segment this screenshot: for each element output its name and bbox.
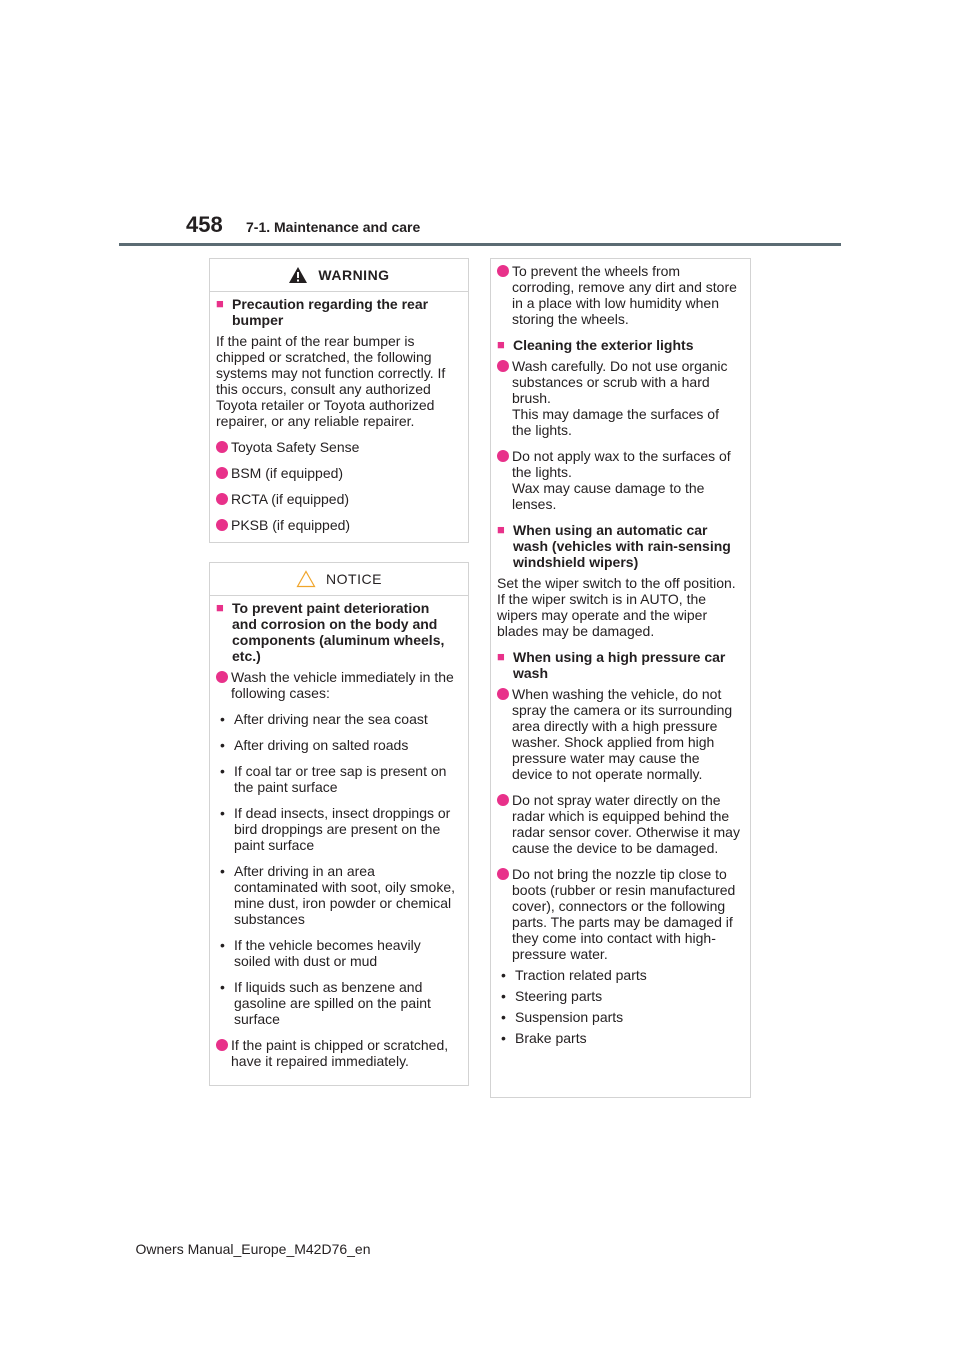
part-item: • Brake parts [501,1030,587,1046]
bullet-dot-icon [497,688,509,700]
high-pressure-bullet: When washing the vehicle, do not spray the camera or its surrounding area directly with a high pressure washer. Shock applied from high pressure water may cause the device to not operate normally. [497,686,740,782]
notice-box [209,562,469,1086]
square-marker-icon: ■ [497,649,505,664]
auto-wash-heading: ■ When using an automatic car wash (vehicles with rain-sensing windshield wipers) [497,522,731,570]
bullet-dot-icon [216,519,228,531]
bullet-dot-icon [216,493,228,505]
part-item: • Suspension parts [501,1009,624,1025]
high-pressure-heading: ■ When using a high pressure car wash [497,649,726,681]
square-marker-icon: ■ [497,337,505,352]
bullet-dot-icon [497,868,509,880]
notice-case: • If dead insects, insect droppings or bird droppings are present on the paint surface [220,805,451,853]
notice-case: • If coal tar or tree sap is present on the paint surface [220,763,447,795]
notice-icon [296,570,316,588]
bullet-dot-icon [216,671,228,683]
warning-box [209,258,469,543]
high-pressure-bullet: Do not bring the nozzle tip close to boots (rubber or resin manufactured cover), connectors or the following parts. The parts may be damaged if they come into contact with high-pressure water. [497,866,740,962]
notice-case: • If liquids such as benzene and gasoline are spilled on the paint surface [220,979,431,1027]
warning-item: PKSB (if equipped) [216,517,458,533]
bullet-dot-icon [216,441,228,453]
footer: Owners Manual_Europe_M42D76_en [135,1241,371,1257]
notice-case: • After driving in an area contaminated with soot, oily smoke, mine dust, iron powder or chemical substances [220,863,455,927]
wheels-bullet: To prevent the wheels from corroding, remove any dirt and store in a place with low humidity when storing the wheels. [497,263,740,327]
notice-bullet: If the paint is chipped or scratched, have it repaired immediately. [216,1037,458,1069]
warning-text: If the paint of the rear bumper is chipped or scratched, the following systems may not function correctly. If this occurs, consult any authorized Toyota retailer or Toyota authorized repairer, or any reliable repairer. [216,333,446,429]
warning-item: BSM (if equipped) [216,465,458,481]
warning-icon [288,266,308,284]
notice-label: NOTICE [326,571,382,587]
high-pressure-bullet: Do not spray water directly on the radar which is equipped behind the radar sensor cover. Otherwise it may cause the device to be damaged. [497,792,740,856]
header-rule [119,243,841,246]
lights-bullet: Wash carefully. Do not use organic substances or scrub with a hard brush. This may damage the surfaces of the lights. [497,358,740,438]
square-marker-icon: ■ [216,296,224,311]
section-title: 7-1. Maintenance and care [246,219,421,235]
warning-header [210,259,468,292]
part-item: • Traction related parts [501,967,647,983]
page-number: 458 [186,212,223,237]
bullet-dot-icon [497,450,509,462]
notice-header [210,563,468,596]
notice-continued-box [490,258,751,1098]
part-item: • Steering parts [501,988,603,1004]
notice-case: • After driving near the sea coast [220,711,428,727]
lights-heading: ■ Cleaning the exterior lights [497,337,694,353]
lights-bullet: Do not apply wax to the surfaces of the lights. Wax may cause damage to the lenses. [497,448,740,512]
bullet-dot-icon [497,794,509,806]
warning-item: Toyota Safety Sense [216,439,458,455]
notice-heading: ■ To prevent paint deterioration and corrosion on the body and components (aluminum wheels, etc.) [216,600,445,664]
auto-wash-text: Set the wiper switch to the off position. If the wiper switch is in AUTO, the wipers may operate and the wiper blades may be damaged. [497,575,736,639]
bullet-dot-icon [216,467,228,479]
square-marker-icon: ■ [216,600,224,615]
warning-heading: ■ Precaution regarding the rear bumper [216,296,429,328]
notice-bullet: Wash the vehicle immediately in the following cases: [216,669,458,701]
notice-case: • After driving on salted roads [220,737,409,753]
square-marker-icon: ■ [497,522,505,537]
warning-label: WARNING [318,267,390,283]
bullet-dot-icon [216,1039,228,1051]
bullet-dot-icon [497,265,509,277]
notice-case: • If the vehicle becomes heavily soiled with dust or mud [220,937,421,969]
warning-item: RCTA (if equipped) [216,491,458,507]
bullet-dot-icon [497,360,509,372]
